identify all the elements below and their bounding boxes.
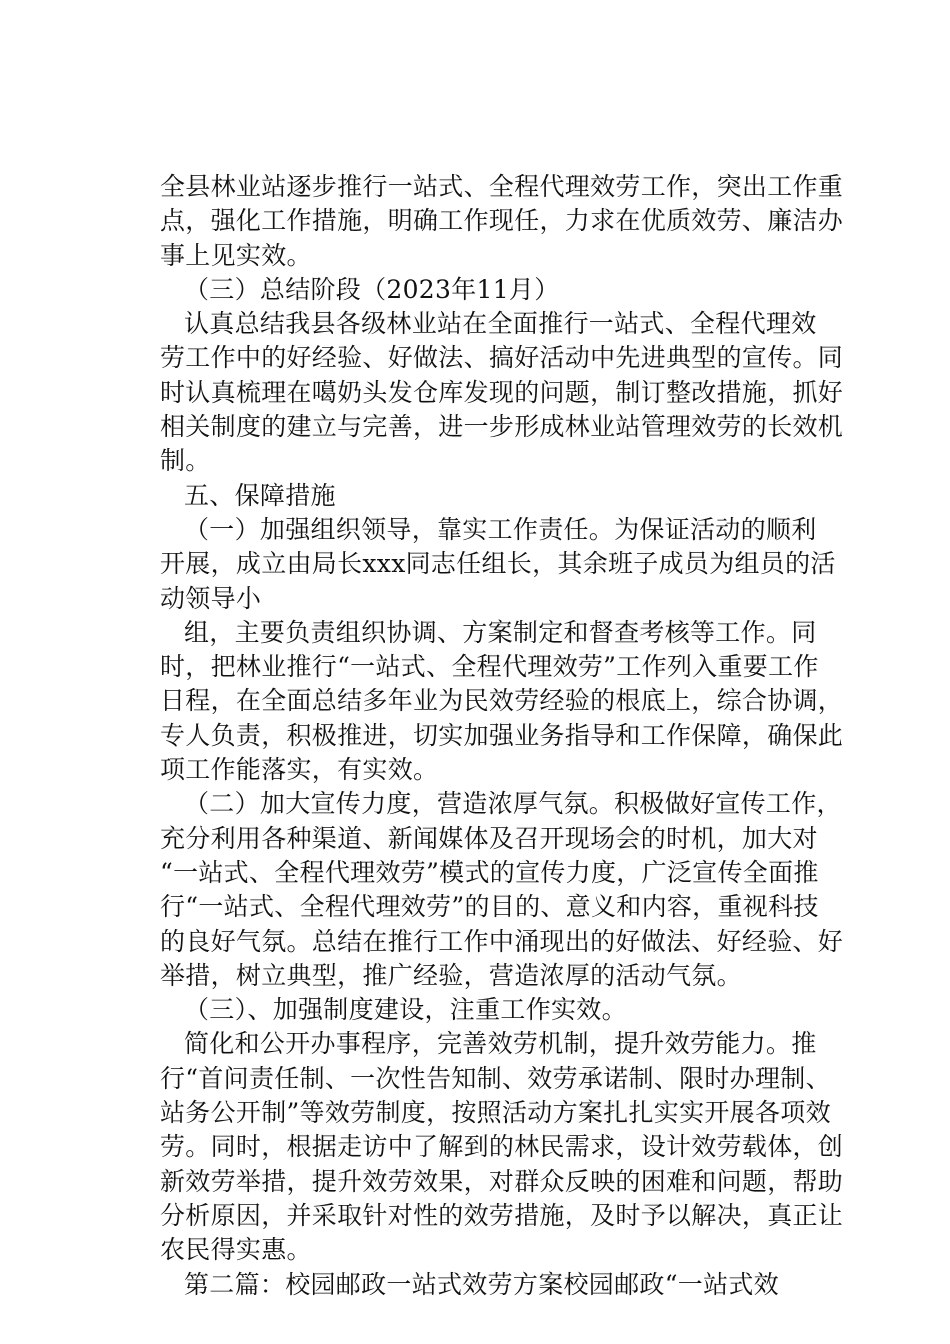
text-line: 时认真梳理在噶奶头发仓库发现的问题，制订整改措施，抓好 — [160, 377, 844, 407]
text-line: （一）加强组织领导，靠实工作责任。为保证活动的顺利 — [184, 514, 817, 544]
text-line: 五、保障措施 — [184, 480, 336, 510]
text-line: 认真总结我县各级林业站在全面推行一站式、全程代理效 — [184, 309, 817, 339]
text-line: 项工作能落实，有实效。 — [160, 755, 439, 785]
text-line: 新效劳举措，提升效劳效果，对群众反映的困难和问题，帮助 — [160, 1166, 844, 1196]
text-line: 相关制度的建立与完善，进一步形成林业站管理效劳的长效机 — [160, 412, 844, 442]
text-line: 简化和公开办事程序，完善效劳机制，提升效劳能力。推 — [184, 1029, 817, 1059]
text-line: 日程，在全面总结多年业为民效劳经验的根底上，综合协调， — [160, 686, 844, 716]
text-line: 站务公开制”等效劳制度，按照活动方案扎扎实实开展各项效 — [160, 1098, 831, 1128]
text-line: 行“首问责任制、一次性告知制、效劳承诺制、限时办理制、 — [160, 1063, 831, 1093]
text-line: （三）总结阶段（2023年11月） — [184, 274, 560, 304]
text-line: “一站式、全程代理效劳”模式的宣传力度，广泛宣传全面推 — [160, 857, 819, 887]
text-line: 事上见实效。 — [160, 240, 312, 270]
text-line: 全县林业站逐步推行一站式、全程代理效劳工作，突出工作重 — [160, 172, 844, 201]
text-line: 专人负责，积极推进，切实加强业务指导和工作保障，确保此 — [160, 720, 844, 750]
text-line: 动领导小 — [160, 583, 262, 613]
text-line: 行“一站式、全程代理效劳”的目的、意义和内容，重视科技 — [160, 892, 819, 922]
text-line: 劳。同时，根据走访中了解到的林民需求，设计效劳载体，创 — [160, 1132, 844, 1162]
text-line: 制。 — [160, 446, 211, 476]
text-line: （二）加大宣传力度，营造浓厚气氛。积极做好宣传工作， — [184, 789, 842, 819]
text-line: 第二篇：校园邮政一站式效劳方案校园邮政“一站式效 — [184, 1269, 779, 1299]
text-line: 充分利用各种渠道、新闻媒体及召开现场会的时机，加大对 — [160, 823, 818, 853]
text-line: 点，强化工作措施，明确工作现任，力求在优质效劳、廉洁办 — [160, 206, 844, 236]
text-line: 农民得实惠。 — [160, 1235, 312, 1265]
text-line: 劳工作中的好经验、好做法、搞好活动中先进典型的宣传。同 — [160, 343, 844, 373]
text-line: 时，把林业推行“一站式、全程代理效劳”工作列入重要工作 — [160, 652, 819, 682]
text-line: （三）、加强制度建设，注重工作实效。 — [184, 995, 627, 1025]
text-line: 分析原因，并采取针对性的效劳措施，及时予以解决，真正让 — [160, 1200, 844, 1230]
text-line: 组，主要负责组织协调、方案制定和督查考核等工作。同 — [184, 617, 817, 647]
text-line: 的良好气氛。总结在推行工作中涌现出的好做法、好经验、好 — [160, 926, 844, 956]
text-line: 开展，成立由局长xxx同志任组长，其余班子成员为组员的活 — [160, 549, 836, 579]
document-body — [160, 170, 844, 1302]
text-line: 举措，树立典型，推广经验，营造浓厚的活动气氛。 — [160, 960, 742, 990]
